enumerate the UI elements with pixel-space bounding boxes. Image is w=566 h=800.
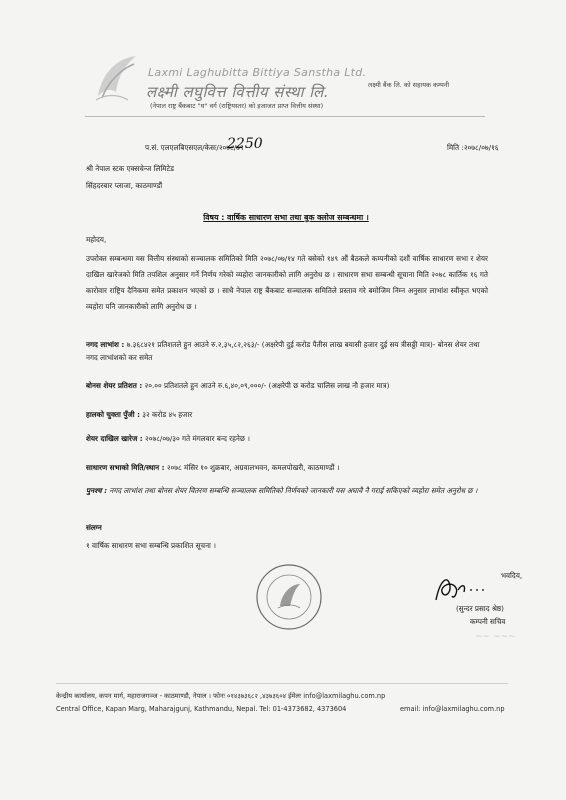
license-line: (नेपाल राष्ट्र बैंकबाट "घ" वर्ग (राष्ट्रियस्तर) को इजाजत प्राप्त वित्तीय संस्था) (150, 102, 324, 110)
book-close-row (86, 432, 488, 445)
letter-subject (86, 213, 486, 223)
enclosure-row (86, 521, 488, 534)
agm-value: २०७८ मंसिर १० शुक्रबार, अग्रवालभवन, कमलपोखरी, काठमाण्डौं । (166, 463, 340, 472)
reference-number: प.सं. एलएलबिएसएल/केसः/२०७८/७९ (145, 143, 244, 152)
handwritten-signature-icon (432, 570, 490, 606)
enclosure-item: १ वार्षिक साधारण सभा सम्बन्धि प्रकाशित सूचना । (86, 541, 216, 550)
book-close-label: शेयर दाखिल खारेज : (86, 434, 143, 443)
subsidiary-tagline: लक्ष्मी बैंक लि. को सहायक कम्पनी (368, 81, 450, 89)
cash-dividend-value: ७.३६८४२१ प्रतिशतले हुन आउने रु.२,३५,८२,२६३/- (अक्षरेपी दुई करोड पैतीस लाख बयासी हजार दुई सय त्रीसठ्ठी मात्र)- बोनस शेयर तथा नगद लाभांशको कर समेत (86, 340, 480, 362)
postscript-text: नगद लाभांश तथा बोनस शेयर वितरण सम्बन्धि सञ्चालक समितिको निर्णयको जानकारी यस अघावै नै गराई सकिएको व्यहोरा समेत अनुरोध छ । (109, 486, 478, 495)
dispatch-number: 2250 (227, 136, 263, 152)
footer-address-nepali: केन्द्रीय कार्यालय, कपन मार्ग, महाराजगञ्ज - काठमाण्डौ, नेपाल । फोनः ०१४३७३६८२ ,४३७३६०४ ईमेलः info@laxmilaghu.com.np (56, 692, 386, 700)
company-seal-icon (254, 562, 324, 632)
recipient-address: सिंहदरबार प्लाजा, काठमाण्डौं (86, 181, 163, 190)
closing-salutation: भवदिय, (501, 571, 523, 580)
paid-up-capital-value: ३२ करोड ४५ हजार (142, 410, 193, 419)
salutation: महोदय, (86, 235, 107, 244)
faded-stamp-icon: ~~ ~~~ (475, 632, 516, 642)
signer-name: (सुन्दर प्रसाद श्रेष्ठ) (456, 604, 504, 613)
body-paragraph: उपरोक्त सम्बन्धमा यस वित्तीय संस्थाको सञ्चालक समितिको मिति २०७८/०७/१४ गते बसेको १४९ औं बैठकले कम्पनीको दशौं वार्षिक साधारण सभा र शेयर दाखिल खारेजको मिति तपशिल अनुसार गर्ने निर्णय गरेको व्यहोरा जानकारीको लागि अनुरोध छ । साधारण सभा सम्बन्धी सूचाना मिति २०७८ कार्तिक १६ गते कारोवार राष्ट्रिय दैनिकमा समेत प्रकाशन भएको छ । साथै नेपाल राष्ट्र बैंकबाट सञ्चालक समितिले प्रस्ताव गरे बमोजिम निम्न अनुसार लाभांश स्वीकृत भएको व्यहोरा पनि जानकारीको लागि अनुरोध छ । (86, 254, 488, 311)
paid-up-capital-row (86, 408, 488, 421)
cash-dividend-label: नगद लाभांश : (86, 340, 125, 349)
company-name-english: Laxmi Laghubitta Bittiya Sanstha Ltd. (148, 66, 367, 79)
footer-divider (56, 683, 508, 684)
agm-label: साधारण सभाको मिति/स्थान : (86, 463, 165, 472)
company-logo-icon (92, 52, 140, 104)
bonus-share-value: २०.०० प्रतिशतले हुन आउने रु.६,४०,०९,०००/- (अक्षरेपी छ करोड चालिस लाख नौ हजार मात्र) (144, 381, 390, 390)
paid-up-capital-label: हालको चुक्ता पुँजी : (86, 410, 140, 419)
letterhead-divider (85, 116, 485, 117)
postscript-row (86, 484, 488, 497)
agm-row (86, 461, 488, 474)
company-name-nepali: लक्ष्मी लघुवित्त वित्तीय संस्था लि. (146, 83, 330, 101)
subject-text: विषय : वार्षिक साधारण सभा तथा बुक क्लोज सम्बन्धमा । (203, 213, 369, 222)
signer-title: कम्पनी सचिव (470, 617, 506, 626)
cash-dividend-row (86, 338, 488, 364)
book-close-value: २०७८/०७/३० गते मंगलवार बन्द रहनेछ । (144, 434, 250, 443)
enclosure-label: संलग्न (86, 523, 102, 532)
postscript-label: पुनश्च : (86, 486, 108, 495)
bonus-share-row (86, 379, 488, 392)
footer-address-english: Central Office, Kapan Marg, Maharajgunj, Kathmandu, Nepal. Tel: 01-4373682, 4373604 (56, 705, 347, 713)
bonus-share-label: बोनस शेयर प्रतिशत : (86, 381, 143, 390)
recipient-name: श्री नेपाल स्टक एक्सचेन्ज लिमिटेड (86, 164, 174, 173)
footer-email: email: info@laxmilaghu.com.np (400, 705, 505, 713)
letter-date: मिति :२०७८/०७/१६ (447, 143, 499, 152)
